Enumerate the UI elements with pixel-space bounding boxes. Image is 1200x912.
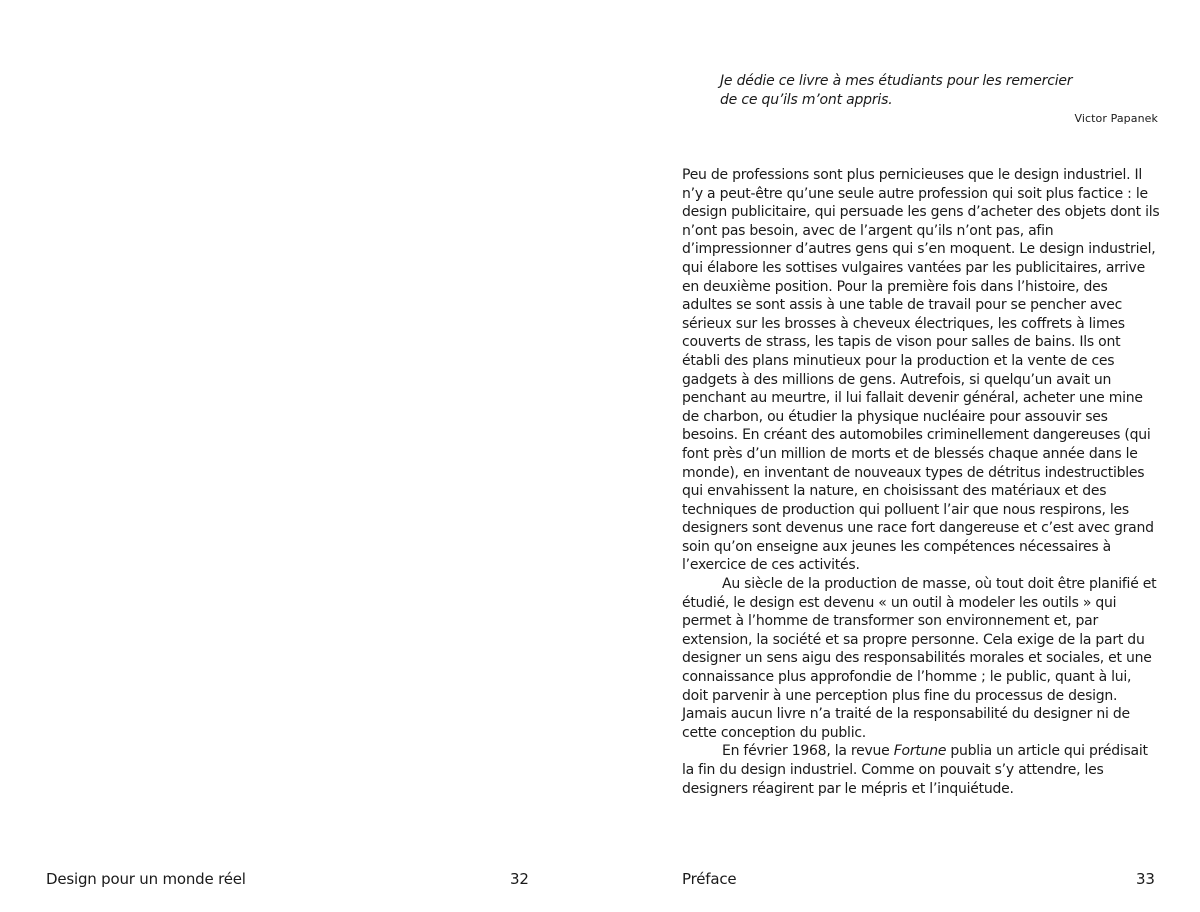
paragraph-1: Peu de professions sont plus pernicieuses que le design industriel. Il n’y a peut-être qu’une seule autre profession qui soit plus factice : le design publicitaire, qui persuade les gens d’acheter des objets dont ils n’ont pas besoin, avec de l’argent qu’ils n’ont pas, afin d’impressionner d’autres gens qui s’en moquent. Le design industriel, qui élabore les sottises vulgaires vantées par les publicitaires, arrive en deuxième position. Pour la première fois dans l’histoire, des adultes se sont assis à une table de travail pour se pencher avec sérieux sur les brosses à cheveux électriques, les coffrets à limes couverts de strass, les tapis de vison pour salles de bains. Ils ont établi des plans minutieux pour la production et la vente de ces gadgets à des millions de gens. Autrefois, si quelqu’un avait un penchant au meurtre, il lui fallait devenir général, acheter une mine de charbon, ou étudier la physique nucléaire pour assouvir ses besoins. En créant des automobiles criminellement dangereuses (qui font près d’un million de morts et de blessés chaque année dans le monde), en inventant de nouveaux types de détritus indestructibles qui envahissent la nature, en choisissant des matériaux et des techniques de production qui polluent l’air que nous respirons, les designers sont devenus une race fort dangereuse et c’est avec grand soin qu’on enseigne aux jeunes les compétences nécessaires à l’exercice de ces activités. — [682, 167, 1160, 574]
paragraph-3 — [682, 742, 1160, 798]
epigraph-author: Victor Papanek — [1074, 112, 1158, 125]
magazine-title: Fortune — [893, 743, 947, 760]
page-number-left: 32 — [510, 870, 529, 888]
right-page — [600, 0, 1200, 912]
running-title-right: Préface — [682, 870, 737, 888]
page-number-right: 33 — [1136, 870, 1155, 888]
paragraph-2: Au siècle de la production de masse, où tout doit être planifié et étudié, le design est devenu « un outil à modeler les outils » qui permet à l’homme de transformer son environnement et, par extension, la société et sa propre personne. Cela exige de la part du designer un sens aigu des responsabilités morales et sociales, et une connaissance plus approfondie de l’homme ; le public, quant à lui, doit parvenir à une perception plus fine du processus de design. Jamais aucun livre n’a traité de la responsabilité du designer ni de cette conception du public. — [682, 576, 1157, 741]
paragraph-3-after: publia un article qui prédisait la fin du design industriel. Comme on pouvait s’y attendre, les designers réagirent par le mépris et l’inquiétude. — [682, 743, 1148, 797]
epigraph-quote — [720, 72, 1158, 110]
epigraph-line-2: de ce qu’ils m’ont appris. — [720, 92, 893, 108]
running-title-left: Design pour un monde réel — [46, 870, 246, 888]
epigraph-line-1: Je dédie ce livre à mes étudiants pour les remercier — [720, 73, 1073, 89]
epigraph — [720, 72, 1158, 126]
paragraph-3-before: En février 1968, la revue — [722, 743, 894, 760]
body-text — [682, 166, 1160, 798]
